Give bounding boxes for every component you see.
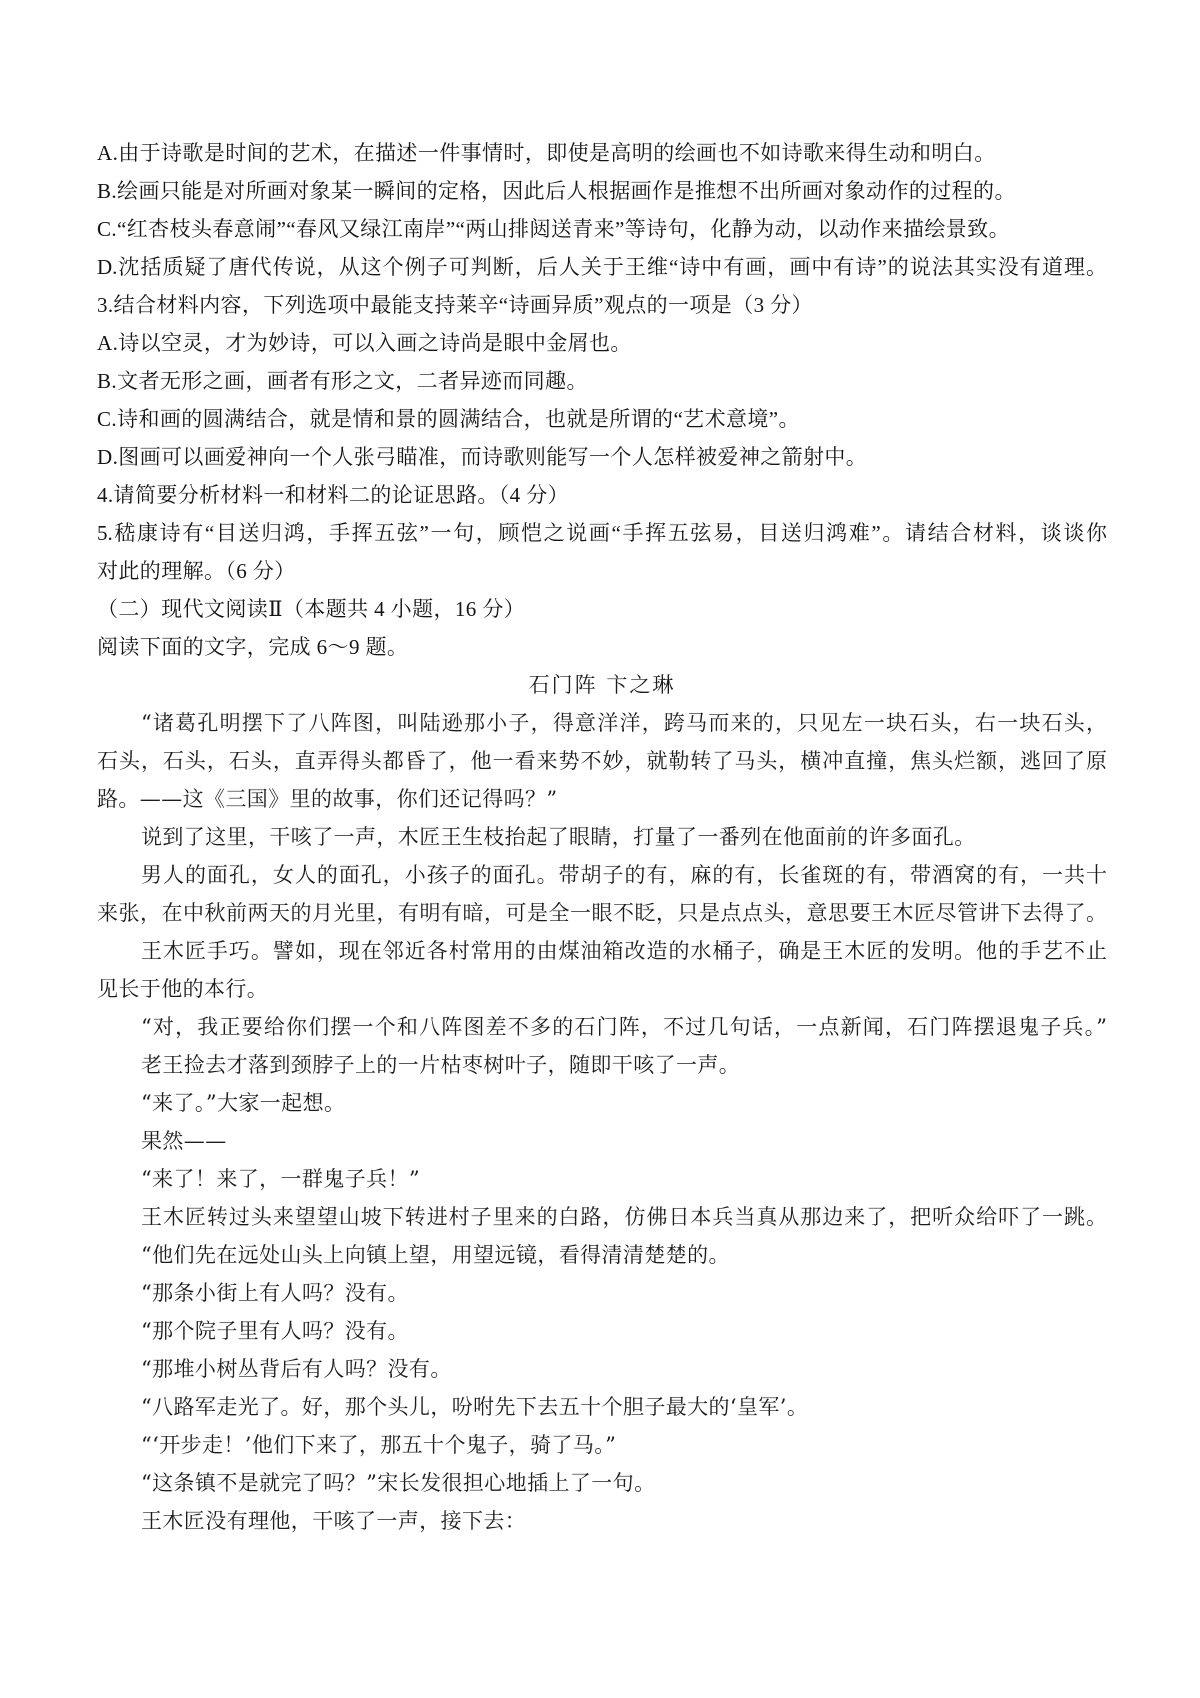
- text-line: 对此的理解。（6 分）: [97, 559, 296, 583]
- text-line: “对，我正要给你们摆一个和八阵图差不多的石门阵，不过几句话，一点新闻，石门阵摆退鬼子兵。”: [141, 1015, 1107, 1039]
- text-line: C.“红杏枝头春意闹”“春风又绿江南岸”“两山排闼送青来”等诗句，化静为动，以动作来描绘景致。: [97, 217, 1010, 241]
- passage-title: 石门阵 卞之琳: [528, 673, 676, 697]
- text-line: 石头，石头，石头，直弄得头都昏了，他一看来势不妙，就勒转了马头，横冲直撞，焦头烂额，逃回了原: [97, 749, 1107, 773]
- text-line: C.诗和画的圆满结合，就是情和景的圆满结合，也就是所谓的“艺术意境”。: [97, 407, 800, 431]
- text-line: 说到了这里，干咳了一声，木匠王生枝抬起了眼睛，打量了一番列在他面前的许多面孔。: [141, 825, 976, 849]
- text-line: “那个院子里有人吗？没有。: [141, 1319, 409, 1343]
- text-line: 阅读下面的文字，完成 6～9 题。: [97, 635, 409, 659]
- text-line: 3.结合材料内容，下列选项中最能支持莱辛“诗画异质”观点的一项是（3 分）: [97, 293, 813, 317]
- text-line: 王木匠没有理他，干咳了一声，接下去：: [141, 1509, 527, 1533]
- text-line: “他们先在远处山头上向镇上望，用望远镜，看得清清楚楚的。: [141, 1243, 730, 1267]
- text-line: B.文者无形之画，画者有形之文，二者异迹而同趣。: [97, 369, 588, 393]
- document-lines: [97, 134, 1107, 1540]
- text-line: “来了。”大家一起想。: [141, 1091, 346, 1115]
- text-line: A.诗以空灵，才为妙诗，可以入画之诗尚是眼中金屑也。: [97, 331, 632, 355]
- text-line: 王木匠手巧。譬如，现在邻近各村常用的由煤油箱改造的水桶子，确是王木匠的发明。他的手艺不止: [141, 939, 1107, 963]
- text-line: “来了！来了，一群鬼子兵！”: [141, 1167, 421, 1191]
- text-line: 见长于他的本行。: [97, 977, 269, 1001]
- text-line: D.图画可以画爱神向一个人张弓瞄准，而诗歌则能写一个人怎样被爱神之箭射中。: [97, 445, 868, 469]
- text-line: 老王捡去才落到颈脖子上的一片枯枣树叶子，随即干咳了一声。: [141, 1053, 741, 1077]
- text-line: （二）现代文阅读Ⅱ（本题共 4 小题，16 分）: [97, 597, 526, 621]
- text-line: “诸葛孔明摆下了八阵图，叫陆逊那小子，得意洋洋，跨马而来的，只见左一块石头，右一块石头，: [141, 711, 1107, 735]
- text-line: 来张，在中秋前两天的月光里，有明有暗，可是全一眼不眨，只是点点头，意思要王木匠尽管讲下去得了。: [97, 901, 1107, 925]
- text-line: “那条小街上有人吗？没有。: [141, 1281, 409, 1305]
- text-line: “这条镇不是就完了吗？”宋长发很担心地插上了一句。: [141, 1471, 656, 1495]
- text-line: 王木匠转过头来望望山坡下转进村子里来的白路，仿佛日本兵当真从那边来了，把听众给吓了一跳。: [141, 1205, 1107, 1229]
- text-line: 5.嵇康诗有“目送归鸿，手挥五弦”一句，顾恺之说画“手挥五弦易，目送归鸿难”。请结合材料，谈谈你: [97, 521, 1107, 545]
- text-line: 4.请简要分析材料一和材料二的论证思路。（4 分）: [97, 483, 569, 507]
- text-line: “八路军走光了。好，那个头儿，吩咐先下去五十个胆子最大的‘皇军’。: [141, 1395, 809, 1419]
- text-line: D.沈括质疑了唐代传说，从这个例子可判断，后人关于王维“诗中有画，画中有诗”的说法其实没有道理。: [97, 255, 1107, 279]
- text-line: 果然——: [141, 1129, 227, 1153]
- text-line: “那堆小树丛背后有人吗？没有。: [141, 1357, 452, 1381]
- text-line: 男人的面孔，女人的面孔，小孩子的面孔。带胡子的有，麻的有，长雀斑的有，带酒窝的有，一共十: [141, 863, 1107, 887]
- text-line: B.绘画只能是对所画对象某一瞬间的定格，因此后人根据画作是推想不出所画对象动作的过程的。: [97, 179, 1016, 203]
- text-line: 路。——这《三国》里的故事，你们还记得吗？”: [97, 787, 558, 811]
- text-line: A.由于诗歌是时间的艺术，在描述一件事情时，即使是高明的绘画也不如诗歌来得生动和明白。: [97, 141, 996, 165]
- text-line: “‘开步走！’他们下来了，那五十个鬼子，骑了马。”: [141, 1433, 617, 1457]
